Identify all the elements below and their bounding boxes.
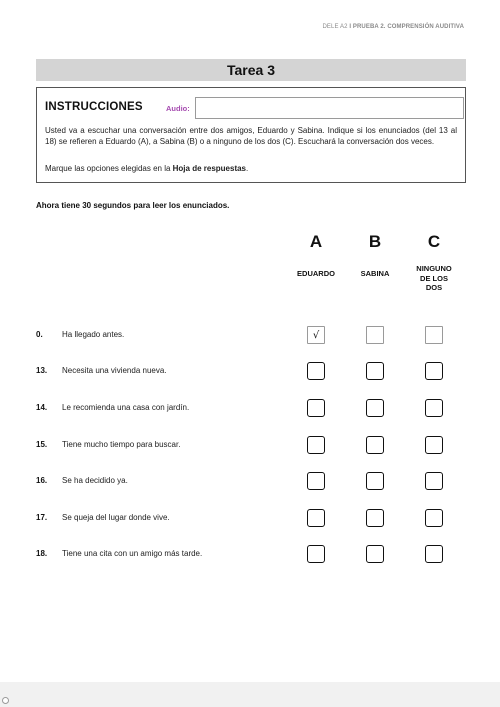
column-name-a [288, 269, 344, 279]
column-name-c-line2: DE LOS [420, 273, 448, 283]
check-mark-icon: √ [312, 329, 320, 341]
answer-box-15-a[interactable] [307, 436, 325, 454]
example-checkbox-a [307, 326, 325, 344]
item-text: Necesita una vivienda nueva. [62, 366, 167, 375]
audio-label: Audio: [166, 104, 190, 113]
item-text: Se queja del lugar donde vive. [62, 513, 170, 522]
item-row-13 [36, 362, 466, 382]
item-number: 15. [36, 440, 48, 449]
example-row [36, 326, 466, 346]
column-name-b-line1: SABINA [360, 269, 390, 278]
mark-prefix: Marque las opciones elegidas en la [45, 164, 173, 173]
item-row-17 [36, 509, 466, 529]
answer-box-14-c[interactable] [425, 399, 443, 417]
item-number: 17. [36, 513, 48, 522]
column-name-c [406, 264, 462, 293]
answer-box-13-c[interactable] [425, 362, 443, 380]
answer-box-13-b[interactable] [366, 362, 384, 380]
example-checkbox-c [425, 326, 443, 344]
answer-box-18-c[interactable] [425, 545, 443, 563]
item-number: 18. [36, 549, 48, 558]
answer-box-17-b[interactable] [366, 509, 384, 527]
item-row-15 [36, 436, 466, 456]
item-row-16 [36, 472, 466, 492]
item-number: 13. [36, 366, 48, 375]
answer-box-13-a[interactable] [307, 362, 325, 380]
item-row-18 [36, 545, 466, 565]
item-number: 14. [36, 403, 48, 412]
answer-box-18-a[interactable] [307, 545, 325, 563]
example-text: Ha llegado antes. [62, 330, 125, 339]
answer-box-14-b[interactable] [366, 399, 384, 417]
page-header [323, 24, 465, 30]
corner-handle-icon[interactable] [2, 697, 9, 704]
answer-box-15-b[interactable] [366, 436, 384, 454]
item-text: Se ha decidido ya. [62, 476, 128, 485]
example-number: 0. [36, 330, 43, 339]
item-number: 16. [36, 476, 48, 485]
column-name-a-line1: EDUARDO [297, 269, 335, 278]
column-name-b [347, 269, 403, 279]
column-letter-b: B [368, 232, 382, 251]
column-letter-c: C [427, 232, 441, 251]
instructions-paragraph: Usted va a escuchar una conversación entre dos amigos, Eduardo y Sabina. Indique si los enunciados (del 13 al 18) se refieren a Eduardo (A), a Sabina (B) o a ninguno de los dos (C). Escuchará la conversación dos veces. [45, 126, 457, 146]
answer-box-14-a[interactable] [307, 399, 325, 417]
answer-box-17-c[interactable] [425, 509, 443, 527]
column-name-c-line3: DOS [425, 283, 443, 292]
example-checkbox-b [366, 326, 384, 344]
item-text: Tiene mucho tiempo para buscar. [62, 440, 181, 449]
answer-box-15-c[interactable] [425, 436, 443, 454]
column-letter-a: A [309, 232, 323, 251]
mark-suffix: . [246, 164, 249, 173]
answer-box-16-a[interactable] [307, 472, 325, 490]
task-title [36, 59, 466, 81]
task-title-text: Tarea 3 [227, 62, 275, 78]
item-row-14 [36, 399, 466, 419]
section-label: I PRUEBA 2. COMPRENSIÓN AUDITIVA [349, 24, 464, 30]
instructions-heading: INSTRUCCIONES [45, 101, 143, 113]
reading-time-note: Ahora tiene 30 segundos para leer los enunciados. [36, 201, 230, 210]
answer-box-16-c[interactable] [425, 472, 443, 490]
audio-player-field[interactable] [195, 97, 464, 119]
item-text: Le recomienda una casa con jardín. [62, 403, 190, 412]
item-text: Tiene una cita con un amigo más tarde. [62, 549, 203, 558]
answer-box-18-b[interactable] [366, 545, 384, 563]
viewer-bottom-strip [0, 682, 500, 707]
exam-label: DELE A2 [322, 24, 348, 30]
answer-box-17-a[interactable] [307, 509, 325, 527]
answer-box-16-b[interactable] [366, 472, 384, 490]
instructions-mark-line [45, 164, 457, 175]
column-name-c-line1: NINGUNO [416, 264, 452, 273]
instructions-box [36, 87, 466, 183]
answer-sheet-label: Hoja de respuestas [172, 164, 247, 173]
